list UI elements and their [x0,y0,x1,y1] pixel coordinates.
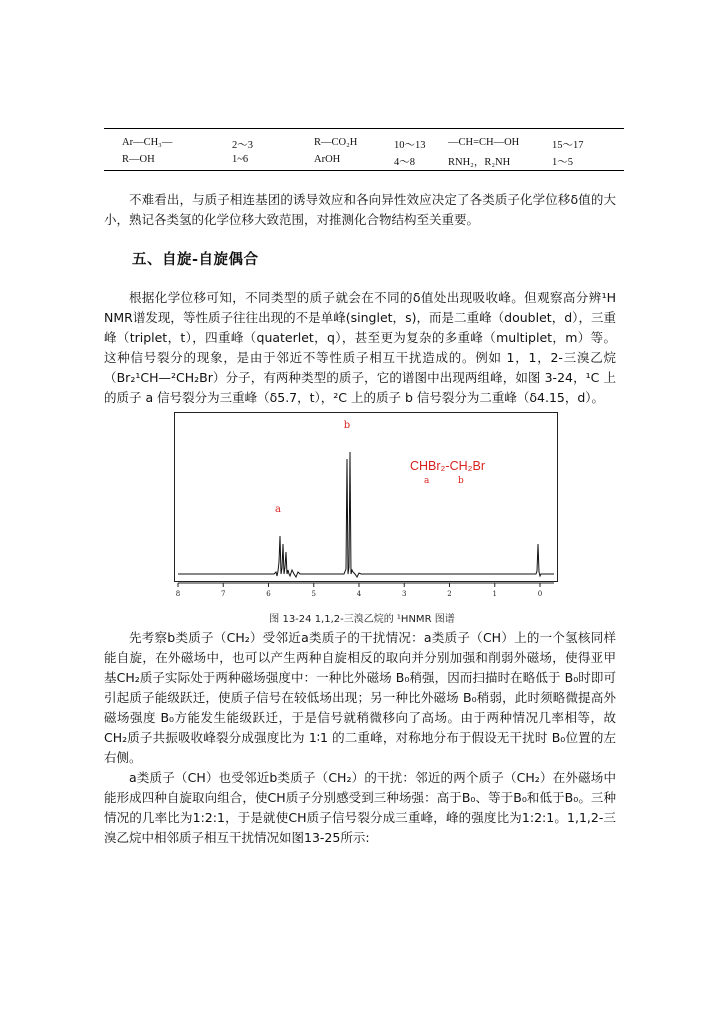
table-row [104,154,624,168]
table-row [104,137,624,151]
table-cell: 4～8 [394,157,415,168]
paragraph-summary: 不难看出，与质子相连基团的诱导效应和各向异性效应决定了各类质子化学位移δ值的大小，熟记各类氢的化学位移大致范围，对推测化合物结构至关重要。 [104,192,616,227]
figure-caption: 图 13-24 1,1,2-三溴乙烷的 ¹HNMR 图谱 [269,614,455,625]
table-cell: R—OH [122,154,155,165]
x-tick-label: 4 [356,590,362,598]
x-tick-label: 2 [447,590,452,598]
x-axis-ticks [176,583,542,598]
table-cell: RNH₂，R₂NH [448,157,511,168]
table-cell: 2～3 [232,140,253,151]
molecule-formula: CHBr₂-CH₂Br [410,459,485,473]
table-cell: 10～13 [394,140,426,151]
spectrum-frame [175,413,558,582]
x-tick-label: 7 [221,590,226,598]
x-tick-label: 0 [537,590,543,598]
x-tick-label: 8 [175,590,181,598]
table-cell: 1~6 [232,154,249,165]
table-cell: ArOH [314,154,341,165]
table-cell: 15～17 [552,140,584,151]
x-tick-label: 3 [402,590,407,598]
formula-label-a: a [424,476,430,486]
paragraph-intro: 根据化学位移可知，不同类型的质子就会在不同的δ值处出现吸收峰。但观察高分辨¹H NMR谱发现，等性质子往往出现的不是单峰(singlet，s)，而是二重峰（doublet，d），三重峰（triplet，t），四重峰（quaterlet，q），甚至更为复杂的多重峰（multiplet，m）等。这种信号裂分的现象，是由于邻近不等性质子相互干扰造成的。例如 1，1，2-三溴乙烷（Br₂¹CH—²CH₂Br）分子，有两种类型的质子，它的谱图中出现两组峰，如图 3-24，¹C 上的质子 a 信号裂分为三重峰（δ5.7，t），²C 上的质子 b 信号裂分为二重峰（δ4.15，d）。 [104,290,616,405]
table-cell: 1～5 [552,157,573,168]
x-tick-label: 6 [266,590,271,598]
peak-label-a: a [275,504,281,515]
table-cell: Ar—CH₃— [122,137,173,148]
table-cell: —CH=CH—OH [448,137,520,148]
paragraph-ch2-analysis: 先考察b类质子（CH₂）受邻近a类质子的干扰情况：a类质子（CH）上的一个氢核同样能自旋，在外磁场中，也可以产生两种自旋相反的取向并分别加强和削弱外磁场，使得亚甲基CH₂质子实际处于两种磁场强度中：一种比外磁场 B₀稍强，因而扫描时在略低于 B₀时即可引起质子能级跃迁，使质子信号在较低场出现；另一种比外磁场 B₀稍弱，此时须略微提高外磁场强度 B₀方能发生能级跃迁，于是信号就稍微移向了高场。由于两种情况几率相等，故CH₂质子共振吸收峰裂分成强度比为 1∶1 的二重峰，对称地分布于假设无干扰时 B₀位置的左右侧。 [104,630,616,765]
x-tick-label: 1 [492,590,497,598]
peak-label-b: b [343,420,351,431]
formula-label-b: b [458,476,464,486]
section-heading: 五、自旋-自旋偶合 [132,252,259,268]
table-cell: R—CO₂H [314,137,358,148]
paragraph-ch-analysis: a类质子（CH）也受邻近b类质子（CH₂）的干扰：邻近的两个质子（CH₂）在外磁场中能形成四种自旋取向组合，使CH质子分别感受到三种场强：高于B₀、等于B₀和低于B₀。三种情况的几率比为1:2:1，于是就使CH质子信号裂分成三重峰，峰的强度比为1:2:1。1,1,2-三溴乙烷中相邻质子相互干扰情况如图13-25所示: [104,770,616,845]
nmr-spectrum-figure [174,412,558,602]
table-top-rule [104,128,624,129]
x-tick-label: 5 [311,590,316,598]
spectrum-trace [178,452,554,577]
table-bottom-rule [104,170,624,171]
